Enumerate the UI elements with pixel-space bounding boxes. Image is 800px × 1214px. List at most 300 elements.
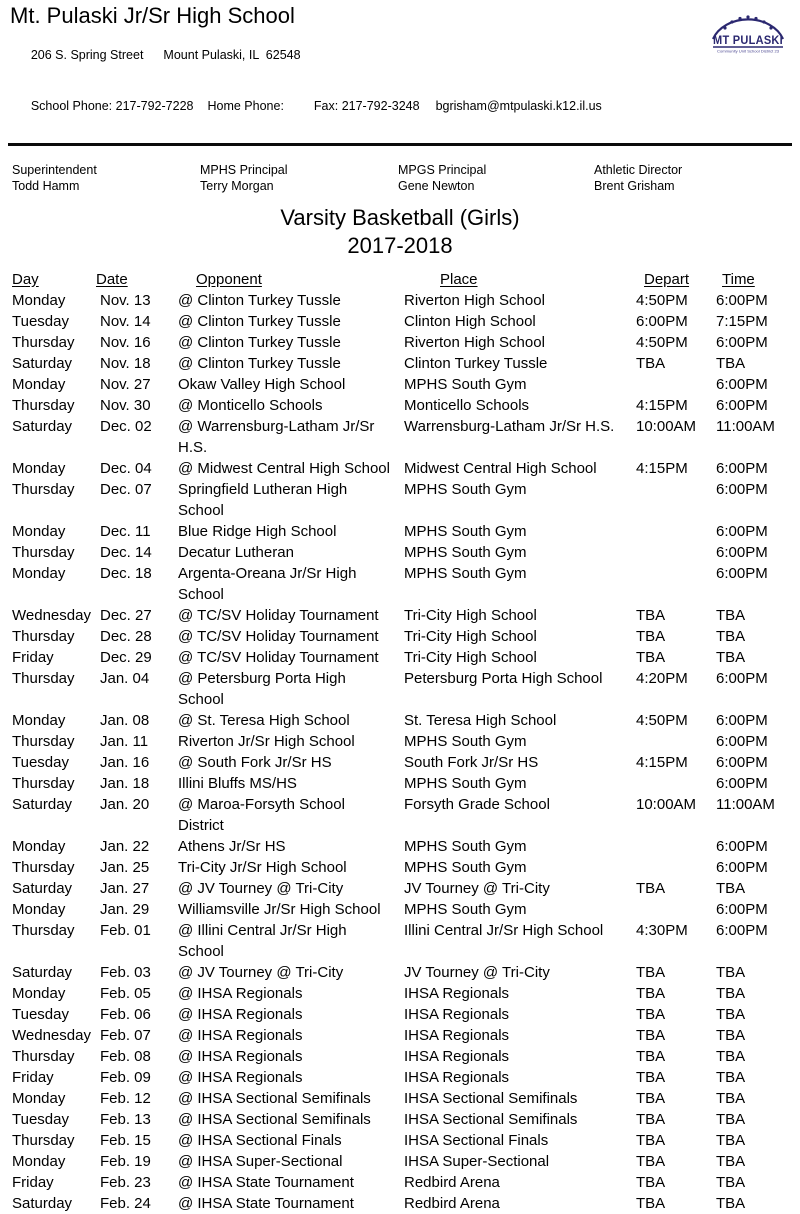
schedule-cell-day: Saturday [12, 796, 73, 813]
schedule-cell-opponent: @ Clinton Turkey Tussle [178, 292, 341, 309]
table-row [0, 668, 800, 710]
schedule-cell-place: Tri-City High School [404, 649, 537, 666]
schedule-cell-depart [630, 521, 712, 542]
schedule-cell-opponent: @ Monticello Schools [178, 397, 323, 414]
schedule-cell-place: IHSA Regionals [404, 985, 510, 1002]
school-phone: School Phone: 217-792-7228 [30, 99, 194, 113]
schedule-cell-day: Thursday [12, 628, 75, 645]
schedule-cell-opponent: @ Midwest Central High School [178, 460, 390, 477]
schedule-cell-day: Monday [12, 712, 66, 729]
table-row [0, 521, 800, 542]
schedule-cell-depart [630, 542, 712, 563]
schedule-cell-day: Monday [12, 1090, 66, 1107]
table-row [0, 416, 800, 458]
schedule-cell-opponent: @ Clinton Turkey Tussle [178, 313, 341, 330]
schedule-cell-opponent: @ Illini Central Jr/Sr High School [178, 922, 347, 960]
schedule-cell-day: Monday [12, 460, 66, 477]
schedule-cell-depart [630, 836, 712, 857]
schedule-cell-place: Redbird Arena [404, 1195, 500, 1212]
schedule-cell-date: Feb. 08 [100, 1048, 151, 1065]
schedule-cell-time: TBA [716, 1132, 746, 1149]
schedule-cell-opponent: Williamsville Jr/Sr High School [178, 901, 381, 918]
schedule-cell-depart: TBA [636, 355, 666, 372]
schedule-cell-opponent: @ Petersburg Porta High School [178, 670, 346, 708]
schedule-cell-date: Feb. 09 [100, 1069, 151, 1086]
schedule-cell-time: TBA [716, 649, 746, 666]
table-row [0, 794, 800, 836]
page-title-line2: 2017-2018 [347, 233, 453, 258]
schedule-cell-date: Jan. 11 [100, 733, 149, 750]
schedule-cell-depart: TBA [636, 1069, 666, 1086]
schedule-cell-time: TBA [716, 985, 746, 1002]
table-row [0, 332, 800, 353]
table-row [0, 290, 800, 311]
schedule-cell-day: Tuesday [12, 1111, 69, 1128]
schedule-cell-place: IHSA Regionals [404, 1048, 510, 1065]
schedule-cell-place: IHSA Regionals [404, 1027, 510, 1044]
schedule-cell-depart [630, 773, 712, 794]
logo-subtext: Community Unit School District 23 [717, 48, 780, 54]
schedule-cell-date: Dec. 28 [100, 628, 152, 645]
school-logo-icon [708, 6, 788, 54]
schedule-table [0, 269, 800, 1214]
schedule-cell-day: Saturday [12, 964, 73, 981]
schedule-cell-time: 6:00PM [716, 922, 768, 939]
schedule-cell-place: MPHS South Gym [404, 523, 527, 540]
schedule-cell-time: 11:00AM [716, 418, 775, 435]
schedule-cell-date: Jan. 25 [100, 859, 150, 876]
schedule-cell-place: Tri-City High School [404, 607, 537, 624]
schedule-cell-date: Feb. 06 [100, 1006, 151, 1023]
schedule-cell-day: Monday [12, 376, 66, 393]
column-header-date: Date [96, 271, 128, 288]
schedule-cell-date: Dec. 04 [100, 460, 152, 477]
schedule-cell-day: Monday [12, 565, 66, 582]
schedule-cell-depart: TBA [636, 1174, 666, 1191]
schedule-cell-time: TBA [716, 1090, 746, 1107]
schedule-cell-opponent: Tri-City Jr/Sr High School [178, 859, 347, 876]
school-name: Mt. Pulaski Jr/Sr High School [10, 3, 295, 28]
schedule-cell-time: 6:00PM [716, 523, 768, 540]
schedule-cell-opponent: @ South Fork Jr/Sr HS [178, 754, 332, 771]
table-row [0, 458, 800, 479]
schedule-cell-time: TBA [716, 964, 746, 981]
staff-name: Terry Morgan [200, 179, 274, 193]
page-title-line1: Varsity Basketball (Girls) [280, 205, 520, 230]
schedule-cell-time: 7:15PM [716, 313, 768, 330]
schedule-cell-day: Friday [12, 649, 54, 666]
schedule-cell-place: IHSA Regionals [404, 1006, 510, 1023]
staff-title: MPHS Principal [200, 163, 288, 177]
logo-stars [723, 15, 772, 29]
schedule-cell-time: 6:00PM [716, 670, 768, 687]
page-title [0, 204, 800, 260]
schedule-cell-date: Feb. 03 [100, 964, 151, 981]
schedule-cell-day: Thursday [12, 397, 75, 414]
column-header-opponent: Opponent [196, 271, 262, 288]
column-header-depart: Depart [644, 271, 690, 288]
schedule-cell-opponent: @ IHSA Regionals [178, 1069, 303, 1086]
schedule-cell-date: Jan. 27 [100, 880, 150, 897]
schedule-cell-opponent: Blue Ridge High School [178, 523, 337, 540]
table-row [0, 542, 800, 563]
schedule-cell-depart: TBA [636, 1090, 666, 1107]
column-header-day: Day [12, 271, 39, 288]
schedule-cell-place: MPHS South Gym [404, 775, 527, 792]
schedule-cell-place: St. Teresa High School [404, 712, 557, 729]
schedule-cell-depart: 4:15PM [636, 754, 688, 771]
schedule-cell-opponent: @ St. Teresa High School [178, 712, 350, 729]
schedule-cell-time: TBA [716, 607, 746, 624]
schedule-cell-depart [630, 563, 712, 605]
schedule-cell-date: Feb. 23 [100, 1174, 151, 1191]
schedule-cell-depart [630, 731, 712, 752]
schedule-cell-day: Monday [12, 523, 66, 540]
schedule-cell-date: Feb. 19 [100, 1153, 151, 1170]
schedule-cell-depart: 4:15PM [636, 460, 688, 477]
schedule-cell-day: Thursday [12, 334, 75, 351]
schedule-cell-opponent: @ IHSA State Tournament [178, 1195, 354, 1212]
schedule-cell-opponent: @ TC/SV Holiday Tournament [178, 649, 379, 666]
table-row [0, 710, 800, 731]
schedule-cell-depart: 4:20PM [636, 670, 688, 687]
schedule-cell-place: Tri-City High School [404, 628, 537, 645]
table-row [0, 983, 800, 1004]
schedule-cell-day: Tuesday [12, 754, 69, 771]
schedule-cell-time: 6:00PM [716, 859, 768, 876]
schedule-cell-date: Nov. 14 [100, 313, 151, 330]
schedule-cell-opponent: Illini Bluffs MS/HS [178, 775, 297, 792]
table-row [0, 962, 800, 983]
schedule-cell-time: TBA [716, 1174, 746, 1191]
schedule-cell-time: 6:00PM [716, 754, 768, 771]
schedule-cell-depart: TBA [636, 1195, 666, 1212]
schedule-cell-opponent: Decatur Lutheran [178, 544, 294, 561]
schedule-cell-date: Jan. 29 [100, 901, 150, 918]
schedule-cell-date: Feb. 12 [100, 1090, 151, 1107]
schedule-cell-depart: TBA [636, 1027, 666, 1044]
schedule-cell-opponent: @ Clinton Turkey Tussle [178, 334, 341, 351]
schedule-cell-place: JV Tourney @ Tri-City [404, 964, 550, 981]
schedule-cell-time: 6:00PM [716, 292, 768, 309]
table-row [0, 1025, 800, 1046]
schedule-cell-day: Thursday [12, 544, 75, 561]
schedule-cell-depart: TBA [636, 1111, 666, 1128]
schedule-cell-place: IHSA Sectional Semifinals [404, 1090, 578, 1107]
table-row [0, 605, 800, 626]
schedule-cell-day: Saturday [12, 355, 73, 372]
schedule-cell-date: Jan. 16 [100, 754, 150, 771]
schedule-cell-place: Forsyth Grade School [404, 796, 550, 813]
table-row [0, 1067, 800, 1088]
schedule-cell-place: Riverton High School [404, 292, 545, 309]
schedule-cell-place: MPHS South Gym [404, 481, 527, 498]
schedule-cell-time: TBA [716, 1006, 746, 1023]
table-row [0, 1130, 800, 1151]
schedule-cell-depart: 4:30PM [636, 922, 688, 939]
table-row [0, 1151, 800, 1172]
schedule-cell-date: Feb. 05 [100, 985, 151, 1002]
schedule-cell-day: Thursday [12, 775, 75, 792]
schedule-cell-opponent: Springfield Lutheran High School [178, 481, 348, 519]
schedule-cell-opponent: @ Maroa-Forsyth School District [178, 796, 345, 834]
schedule-cell-depart: 4:50PM [636, 334, 688, 351]
schedule-cell-opponent: Argenta-Oreana Jr/Sr High School [178, 565, 357, 603]
schedule-cell-depart: TBA [636, 1153, 666, 1170]
schedule-cell-day: Thursday [12, 481, 75, 498]
schedule-cell-date: Feb. 13 [100, 1111, 151, 1128]
schedule-cell-opponent: @ IHSA State Tournament [178, 1174, 354, 1191]
schedule-cell-opponent: @ IHSA Sectional Semifinals [178, 1090, 371, 1107]
table-row [0, 920, 800, 962]
table-row [0, 1088, 800, 1109]
address-city: Mount Pulaski, IL 62548 [163, 48, 301, 62]
contact-email: bgrisham@mtpulaski.k12.il.us [435, 99, 602, 113]
schedule-cell-opponent: @ IHSA Super-Sectional [178, 1153, 343, 1170]
schedule-cell-date: Nov. 13 [100, 292, 151, 309]
schedule-cell-depart: TBA [636, 880, 666, 897]
table-row [0, 647, 800, 668]
schedule-cell-opponent: @ IHSA Regionals [178, 1048, 303, 1065]
staff-title: Athletic Director [594, 163, 683, 177]
schedule-cell-day: Monday [12, 838, 66, 855]
schedule-cell-opponent: @ IHSA Sectional Semifinals [178, 1111, 371, 1128]
schedule-cell-date: Jan. 08 [100, 712, 150, 729]
table-row [0, 1172, 800, 1193]
column-header-time: Time [722, 271, 755, 288]
schedule-cell-depart [630, 479, 712, 521]
schedule-cell-time: 11:00AM [716, 796, 775, 813]
schedule-cell-date: Jan. 22 [100, 838, 150, 855]
table-row [0, 353, 800, 374]
schedule-cell-time: 6:00PM [716, 712, 768, 729]
schedule-cell-place: MPHS South Gym [404, 901, 527, 918]
schedule-cell-day: Monday [12, 901, 66, 918]
schedule-cell-time: 6:00PM [716, 544, 768, 561]
staff-row [0, 162, 800, 194]
staff-name: Brent Grisham [594, 179, 675, 193]
schedule-cell-time: TBA [716, 1111, 746, 1128]
schedule-cell-time: 6:00PM [716, 838, 768, 855]
staff-name: Gene Newton [398, 179, 475, 193]
schedule-cell-place: IHSA Regionals [404, 1069, 510, 1086]
schedule-cell-time: TBA [716, 355, 746, 372]
schedule-cell-place: JV Tourney @ Tri-City [404, 880, 550, 897]
table-row [0, 878, 800, 899]
schedule-cell-depart [630, 374, 712, 395]
schedule-cell-place: Riverton High School [404, 334, 545, 351]
home-phone-label: Home Phone: [207, 99, 284, 113]
schedule-cell-day: Wednesday [12, 1027, 91, 1044]
schedule-cell-place: IHSA Super-Sectional [404, 1153, 550, 1170]
table-row [0, 626, 800, 647]
table-header-row [0, 269, 800, 290]
schedule-cell-time: 6:00PM [716, 481, 768, 498]
schedule-cell-place: Midwest Central High School [404, 460, 597, 477]
schedule-cell-place: Illini Central Jr/Sr High School [404, 922, 604, 939]
schedule-cell-place: Clinton High School [404, 313, 536, 330]
schedule-cell-date: Nov. 30 [100, 397, 151, 414]
schedule-cell-opponent: @ JV Tourney @ Tri-City [178, 880, 344, 897]
schedule-cell-date: Dec. 14 [100, 544, 152, 561]
schedule-cell-date: Jan. 18 [100, 775, 150, 792]
table-row [0, 752, 800, 773]
column-header-place: Place [440, 271, 478, 288]
schedule-cell-depart: 4:50PM [636, 712, 688, 729]
schedule-cell-date: Feb. 24 [100, 1195, 151, 1212]
schedule-cell-opponent: Okaw Valley High School [178, 376, 346, 393]
schedule-cell-day: Monday [12, 985, 66, 1002]
logo-text: MT PULASKI [713, 33, 783, 47]
schedule-cell-day: Monday [12, 292, 66, 309]
schedule-cell-place: MPHS South Gym [404, 733, 527, 750]
schedule-cell-opponent: @ Clinton Turkey Tussle [178, 355, 341, 372]
schedule-cell-place: MPHS South Gym [404, 565, 527, 582]
schedule-cell-day: Thursday [12, 922, 75, 939]
table-row [0, 395, 800, 416]
schedule-cell-place: Clinton Turkey Tussle [404, 355, 548, 372]
table-row [0, 374, 800, 395]
schedule-cell-depart: 6:00PM [636, 313, 688, 330]
schedule-cell-date: Feb. 15 [100, 1132, 151, 1149]
schedule-cell-opponent: Riverton Jr/Sr High School [178, 733, 355, 750]
schedule-cell-depart: TBA [636, 1006, 666, 1023]
schedule-cell-time: 6:00PM [716, 775, 768, 792]
table-row [0, 731, 800, 752]
schedule-cell-day: Thursday [12, 1048, 75, 1065]
address-street: 206 S. Spring Street [30, 48, 144, 62]
schedule-cell-day: Saturday [12, 418, 73, 435]
schedule-cell-date: Dec. 02 [100, 418, 152, 435]
table-row [0, 563, 800, 605]
schedule-cell-place: MPHS South Gym [404, 859, 527, 876]
table-row [0, 479, 800, 521]
schedule-cell-day: Thursday [12, 1132, 75, 1149]
schedule-cell-depart: TBA [636, 628, 666, 645]
schedule-cell-place: MPHS South Gym [404, 376, 527, 393]
schedule-cell-time: TBA [716, 1048, 746, 1065]
schedule-cell-opponent: @ Warrensburg-Latham Jr/Sr H.S. [178, 418, 375, 456]
schedule-cell-day: Tuesday [12, 1006, 69, 1023]
schedule-cell-depart: TBA [636, 607, 666, 624]
schedule-cell-date: Dec. 18 [100, 565, 152, 582]
table-row [0, 857, 800, 878]
schedule-cell-opponent: @ IHSA Regionals [178, 1006, 303, 1023]
schedule-cell-date: Nov. 16 [100, 334, 151, 351]
schedule-cell-date: Nov. 27 [100, 376, 151, 393]
schedule-cell-opponent: @ JV Tourney @ Tri-City [178, 964, 344, 981]
table-row [0, 1046, 800, 1067]
schedule-cell-opponent: @ TC/SV Holiday Tournament [178, 607, 379, 624]
schedule-cell-time: 6:00PM [716, 733, 768, 750]
schedule-cell-date: Dec. 29 [100, 649, 152, 666]
schedule-cell-day: Thursday [12, 670, 75, 687]
schedule-cell-place: MPHS South Gym [404, 838, 527, 855]
schedule-cell-time: TBA [716, 628, 746, 645]
contact-line [10, 81, 800, 132]
schedule-cell-day: Friday [12, 1174, 54, 1191]
school-address [10, 30, 800, 81]
schedule-cell-time: TBA [716, 880, 746, 897]
schedule-cell-depart: TBA [636, 649, 666, 666]
document-header [0, 0, 800, 132]
schedule-cell-depart: 10:00AM [636, 796, 697, 813]
schedule-cell-place: Warrensburg-Latham Jr/Sr H.S. [404, 418, 615, 435]
schedule-cell-place: South Fork Jr/Sr HS [404, 754, 539, 771]
schedule-cell-time: 6:00PM [716, 397, 768, 414]
schedule-cell-day: Thursday [12, 859, 75, 876]
schedule-cell-date: Dec. 11 [100, 523, 151, 540]
schedule-cell-date: Nov. 18 [100, 355, 151, 372]
schedule-cell-time: 6:00PM [716, 565, 768, 582]
staff-title: MPGS Principal [398, 163, 487, 177]
schedule-cell-day: Wednesday [12, 607, 91, 624]
schedule-cell-place: IHSA Sectional Semifinals [404, 1111, 578, 1128]
schedule-cell-date: Dec. 27 [100, 607, 152, 624]
schedule-cell-date: Jan. 04 [100, 670, 150, 687]
schedule-cell-depart: 4:50PM [636, 292, 688, 309]
schedule-cell-opponent: Athens Jr/Sr HS [178, 838, 286, 855]
fax-number: Fax: 217-792-3248 [313, 99, 420, 113]
schedule-cell-depart [630, 899, 712, 920]
schedule-cell-opponent: @ IHSA Regionals [178, 985, 303, 1002]
table-row [0, 836, 800, 857]
schedule-cell-depart: TBA [636, 985, 666, 1002]
schedule-cell-depart: TBA [636, 964, 666, 981]
table-row [0, 1193, 800, 1214]
schedule-cell-depart: TBA [636, 1132, 666, 1149]
schedule-cell-day: Thursday [12, 733, 75, 750]
schedule-cell-depart: TBA [636, 1048, 666, 1065]
table-row [0, 899, 800, 920]
schedule-cell-day: Saturday [12, 1195, 73, 1212]
staff-title: Superintendent [12, 163, 97, 177]
schedule-cell-opponent: @ IHSA Regionals [178, 1027, 303, 1044]
staff-mpgs-principal [398, 162, 594, 194]
schedule-cell-opponent: @ IHSA Sectional Finals [178, 1132, 342, 1149]
schedule-cell-day: Tuesday [12, 313, 69, 330]
schedule-cell-depart [630, 857, 712, 878]
schedule-cell-time: 6:00PM [716, 460, 768, 477]
schedule-cell-place: IHSA Sectional Finals [404, 1132, 549, 1149]
schedule-cell-time: 6:00PM [716, 334, 768, 351]
staff-name: Todd Hamm [12, 179, 80, 193]
schedule-cell-day: Friday [12, 1069, 54, 1086]
schedule-cell-place: Monticello Schools [404, 397, 530, 414]
schedule-cell-date: Dec. 07 [100, 481, 152, 498]
table-row [0, 1004, 800, 1025]
schedule-cell-place: Redbird Arena [404, 1174, 500, 1191]
schedule-cell-time: 6:00PM [716, 901, 768, 918]
schedule-cell-opponent: @ TC/SV Holiday Tournament [178, 628, 379, 645]
schedule-cell-day: Monday [12, 1153, 66, 1170]
schedule-cell-depart: 10:00AM [636, 418, 697, 435]
schedule-cell-time: TBA [716, 1069, 746, 1086]
schedule-cell-date: Feb. 01 [100, 922, 151, 939]
schedule-cell-time: 6:00PM [716, 376, 768, 393]
schedule-table-body [0, 290, 800, 1214]
schedule-cell-date: Jan. 20 [100, 796, 150, 813]
schedule-cell-time: TBA [716, 1153, 746, 1170]
schedule-cell-place: Petersburg Porta High School [404, 670, 603, 687]
staff-athletic-director [594, 162, 682, 194]
table-row [0, 1109, 800, 1130]
table-row [0, 311, 800, 332]
schedule-cell-time: TBA [716, 1195, 746, 1212]
schedule-cell-depart: 4:15PM [636, 397, 688, 414]
table-row [0, 773, 800, 794]
schedule-cell-day: Saturday [12, 880, 73, 897]
